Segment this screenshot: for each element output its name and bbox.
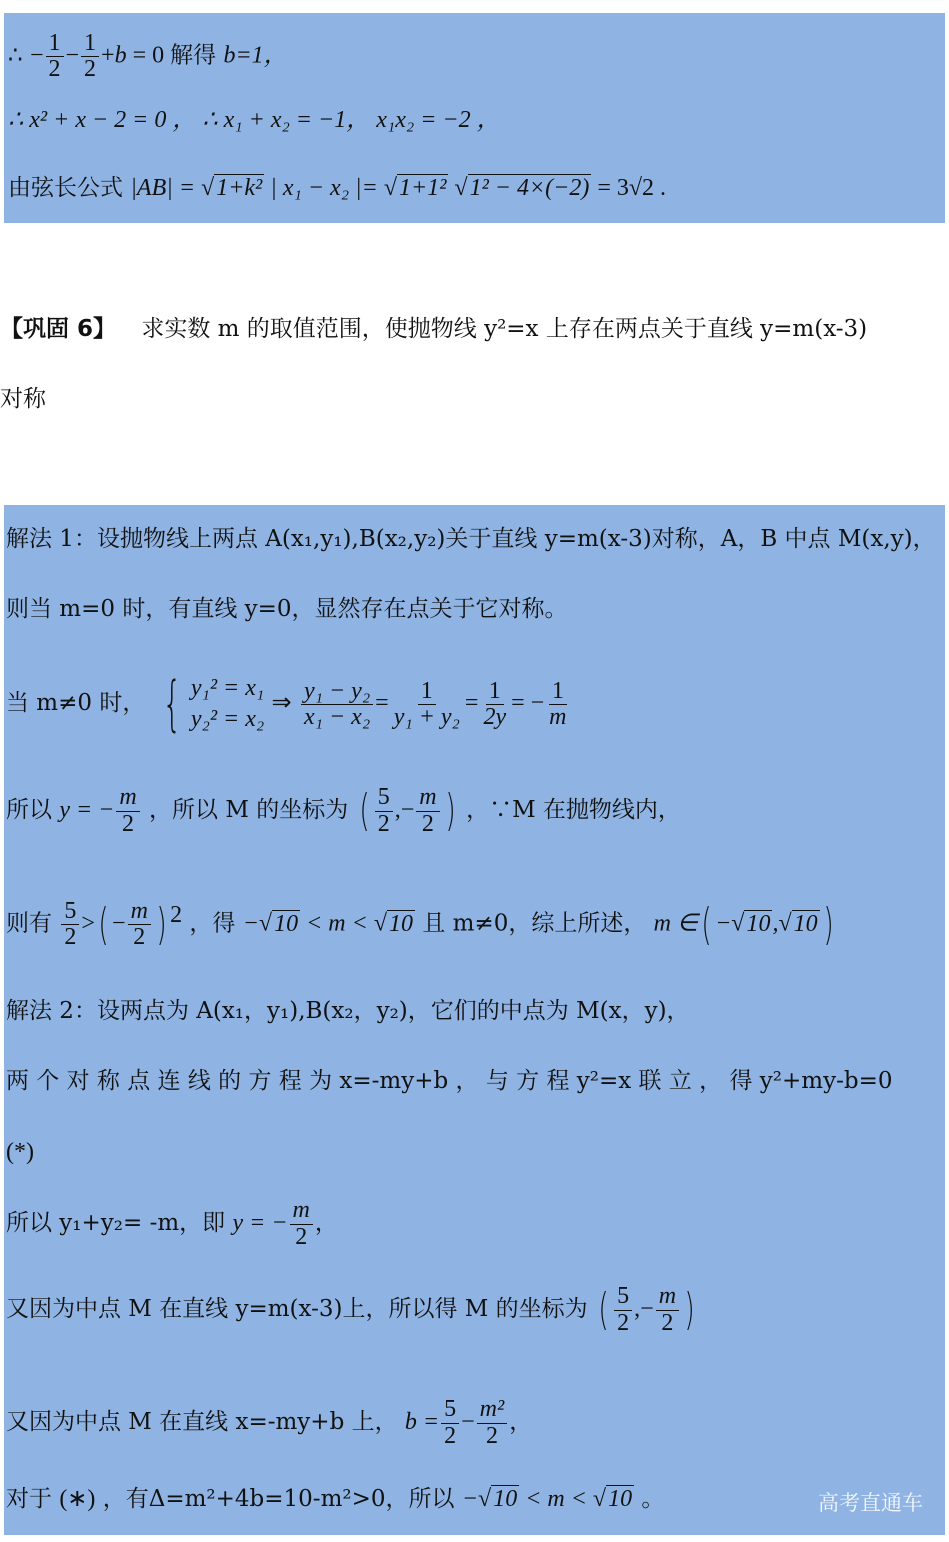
then-text: 则有 (6, 910, 52, 937)
method2-line-7: 对于 (∗) ，有Δ=m²+4b=10-m²>0，所以 −√10 < m < √10 。 (6, 1486, 665, 1512)
midpoint-coord-text: ，所以 M 的坐标为 (149, 797, 349, 823)
chord-result: = 3√2 . (597, 175, 667, 201)
b-value: b=1， (223, 42, 288, 69)
conclusion-text: 且 m≠0，综上所述， (422, 910, 647, 937)
final-period: 。 (641, 1486, 665, 1512)
solution-box-top (4, 13, 945, 223)
method1-line-4: 所以 y = − $\frac{m}{2}$ ，所以 M 的坐标为 ( $\frac{5}{2}$ ,− $\frac{m}{2}$ ) ，∵M 在抛物线内， (6, 784, 681, 837)
method2-line-2 (6, 1061, 893, 1101)
problem-line-1 (0, 309, 867, 349)
method2-line-6: 又因为中点 M 在直线 x=-my+b 上， b = $\frac{5}{2}$ − $\frac{\text{m²}}{2}$ ， (6, 1396, 533, 1449)
method1-setup: 解法 1：设抛物线上两点 A(x₁,y₁),B(x₂,y₂)关于直线 y=m(x-3)对称，A，B 中点 M(x,y)， (6, 526, 936, 552)
method1-case-zero: 则当 m=0 时，有直线 y=0，显然存在点关于它对称。 (6, 596, 568, 622)
discriminant-text: ，有Δ=m²+4b=10-m²>0，所以 (102, 1486, 455, 1512)
equation-star-label: (*) (6, 1139, 34, 1165)
method1-line-3: 当 m≠0 时， { y₁² = x₁ y₂² = x₂ ⇒ $\frac{\text{y₁ − y₂}}{\text{x₁ − x₂}}$ = $\frac{1}{\text{y₁ + y₂}}$ = $\frac{1}{2y}$ = − $\frac{1}{m}$ (6, 669, 567, 740)
so-text: 所以 (6, 797, 52, 823)
midpoint-on-line-text: 又因为中点 M 在直线 y=m(x-3)上，所以得 M 的坐标为 (6, 1296, 588, 1322)
problem-text: 求实数 m 的取值范围，使抛物线 y²=x 上存在两点关于直线 y=m(x-3) (141, 316, 868, 342)
method2-line-4: 所以 y₁+y₂= -m，即 y = − $\frac{m}{2}$ ， (6, 1197, 338, 1250)
chord-formula-label: 由弦长公式 (8, 175, 123, 201)
solution-box-main (4, 505, 945, 1535)
derivation-line-1: ∴ − $\frac{1}{2}$ − $\frac{1}{2}$ +b = 0 解得 b=1， (8, 30, 288, 83)
method1-line-2 (6, 589, 568, 629)
method2-line-5: 又因为中点 M 在直线 y=m(x-3)上，所以得 M 的坐标为 ( $\frac{5}{2}$ ,− $\frac{m}{2}$ ) (6, 1283, 695, 1336)
method2-line-3 (6, 1132, 34, 1172)
sum-roots-text: 所以 y₁+y₂= -m，即 (6, 1210, 226, 1236)
method2-line-equation: 两 个 对 称 点 连 线 的 方 程 为 x=-my+b ， 与 方 程 y²=x 联 立 ， 得 y²+my-b=0 (6, 1068, 893, 1094)
get-text: ，得 (189, 910, 236, 937)
inside-parabola-text: ，∵M 在抛物线内， (466, 797, 681, 823)
midpoint-on-chord-text: 又因为中点 M 在直线 x=-my+b 上， (6, 1409, 398, 1435)
problem-heading: 【巩固 6】 (0, 316, 117, 342)
solve-text: 解得 (170, 42, 217, 69)
watermark-text: 高考直通车 (818, 1491, 923, 1515)
method2-line-1 (6, 991, 690, 1031)
method1-line-5: 则有 $\frac{5}{2}$ >( − $\frac{m}{2}$ ) $^2$ ，得 −√10 < m < √10 且 m≠0，综上所述， m ∈( −√10,√10 ) (6, 897, 834, 951)
method2-setup: 解法 2：设两点为 A(x₁，y₁),B(x₂，y₂)，它们的中点为 M(x，y)， (6, 998, 690, 1024)
method1-case-nonzero: 当 m≠0 时， (6, 690, 146, 717)
therefore-symbol: ∴ (8, 42, 23, 69)
method1-line-1 (6, 519, 936, 559)
for-star-text: 对于 (6, 1486, 52, 1512)
problem-line-2 (0, 379, 46, 419)
problem-text-cont: 对称 (0, 386, 46, 412)
derivation-line-2 (8, 100, 501, 140)
derivation-line-3: 由弦长公式 |AB| = √1+k² | x₁ − x₂ |= √1+1² √1² − 4×(−2) = 3√2 . (8, 175, 667, 201)
vieta-text: ∴ x² + x − 2 = 0 ， ∴ x₁ + x₂ = −1， x₁x₂ = −2 ， (8, 107, 501, 133)
